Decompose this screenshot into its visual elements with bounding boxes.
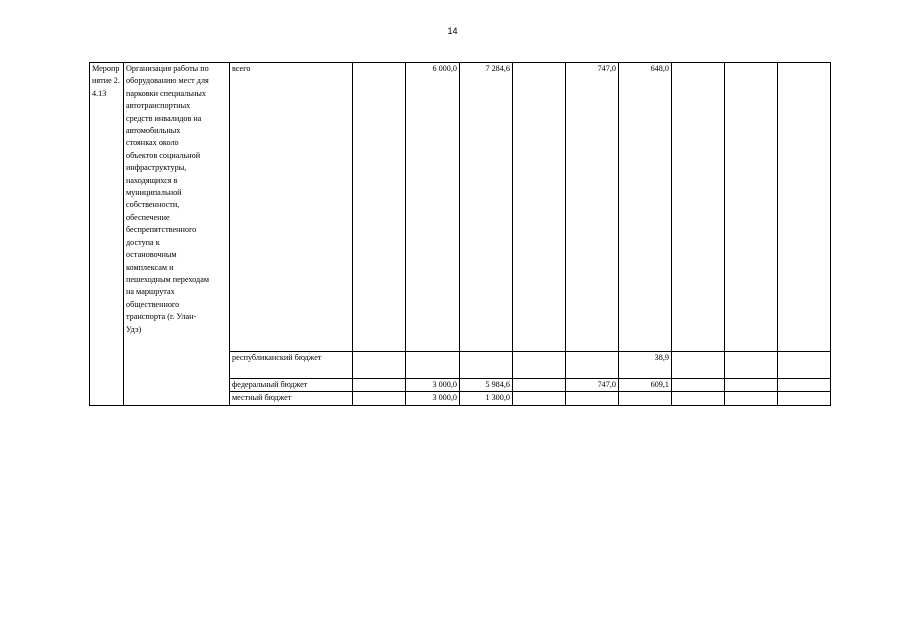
funding-source-cell: всего bbox=[230, 63, 353, 352]
value-cell bbox=[513, 63, 566, 352]
value-cell bbox=[778, 352, 831, 379]
funding-source-cell: местный бюджет bbox=[230, 392, 353, 405]
description-line: объектов социальной bbox=[126, 150, 201, 160]
description-line: беспрепятственного bbox=[126, 225, 197, 235]
description-line: на маршрутах bbox=[126, 287, 175, 297]
value-cell: 648,0 bbox=[619, 63, 672, 352]
value-cell bbox=[406, 352, 460, 379]
value-cell: 3 000,0 bbox=[406, 379, 460, 392]
description-line: муниципальной bbox=[126, 188, 182, 198]
value-cell bbox=[672, 392, 725, 405]
value-cell bbox=[513, 352, 566, 379]
value-cell bbox=[353, 379, 406, 392]
description-line: стоянках около bbox=[126, 138, 179, 148]
value-cell bbox=[566, 352, 619, 379]
description-line: Организация работы по bbox=[126, 64, 209, 73]
value-cell: 1 300,0 bbox=[460, 392, 513, 405]
description-line: собственности, bbox=[126, 200, 180, 210]
funding-source-cell: федеральный бюджет bbox=[230, 379, 353, 392]
value-cell bbox=[725, 392, 778, 405]
description-line: находящихся в bbox=[126, 175, 178, 185]
event-description-cell bbox=[124, 63, 230, 406]
value-cell: 609,1 bbox=[619, 379, 672, 392]
description-line: обеспечение bbox=[126, 212, 170, 222]
value-cell bbox=[778, 63, 831, 352]
description-line: пешеходным переходам bbox=[126, 274, 210, 284]
value-cell: 3 000,0 bbox=[406, 392, 460, 405]
description-line: доступа к bbox=[126, 237, 160, 247]
value-cell bbox=[672, 63, 725, 352]
value-cell: 747,0 bbox=[566, 63, 619, 352]
value-cell: 7 284,6 bbox=[460, 63, 513, 352]
description-line: оборудованию мест для bbox=[126, 76, 209, 86]
description-line: транспорта (г. Улан- bbox=[126, 312, 197, 322]
value-cell bbox=[725, 352, 778, 379]
value-cell bbox=[460, 352, 513, 379]
table-row bbox=[90, 63, 831, 352]
value-cell bbox=[778, 379, 831, 392]
value-cell bbox=[566, 392, 619, 405]
value-cell bbox=[353, 392, 406, 405]
value-cell bbox=[725, 379, 778, 392]
value-cell: 5 984,6 bbox=[460, 379, 513, 392]
description-line: автотранспортных bbox=[126, 101, 191, 111]
value-cell bbox=[778, 392, 831, 405]
value-cell bbox=[513, 379, 566, 392]
funding-source-cell: республиканский бюджет bbox=[230, 352, 353, 379]
description-line: остановочным bbox=[126, 250, 177, 260]
description-line: автомобильных bbox=[126, 126, 181, 136]
description-line: средств инвалидов на bbox=[126, 113, 202, 123]
description-line: Удэ) bbox=[126, 324, 142, 334]
description-line: инфраструктуры, bbox=[126, 163, 187, 173]
value-cell: 747,0 bbox=[566, 379, 619, 392]
budget-table bbox=[89, 62, 831, 406]
value-cell bbox=[672, 352, 725, 379]
description-line: парковки специальных bbox=[126, 88, 206, 98]
value-cell bbox=[672, 379, 725, 392]
value-cell bbox=[619, 392, 672, 405]
value-cell bbox=[353, 352, 406, 379]
value-cell bbox=[725, 63, 778, 352]
value-cell bbox=[353, 63, 406, 352]
description-line: общественного bbox=[126, 299, 180, 309]
page-number: 14 bbox=[447, 26, 458, 36]
value-cell: 6 000,0 bbox=[406, 63, 460, 352]
value-cell bbox=[513, 392, 566, 405]
event-code-cell: Мероприятие 2.4.13 bbox=[90, 63, 124, 406]
description-line: комплексам и bbox=[126, 262, 174, 272]
value-cell: 38,9 bbox=[619, 352, 672, 379]
